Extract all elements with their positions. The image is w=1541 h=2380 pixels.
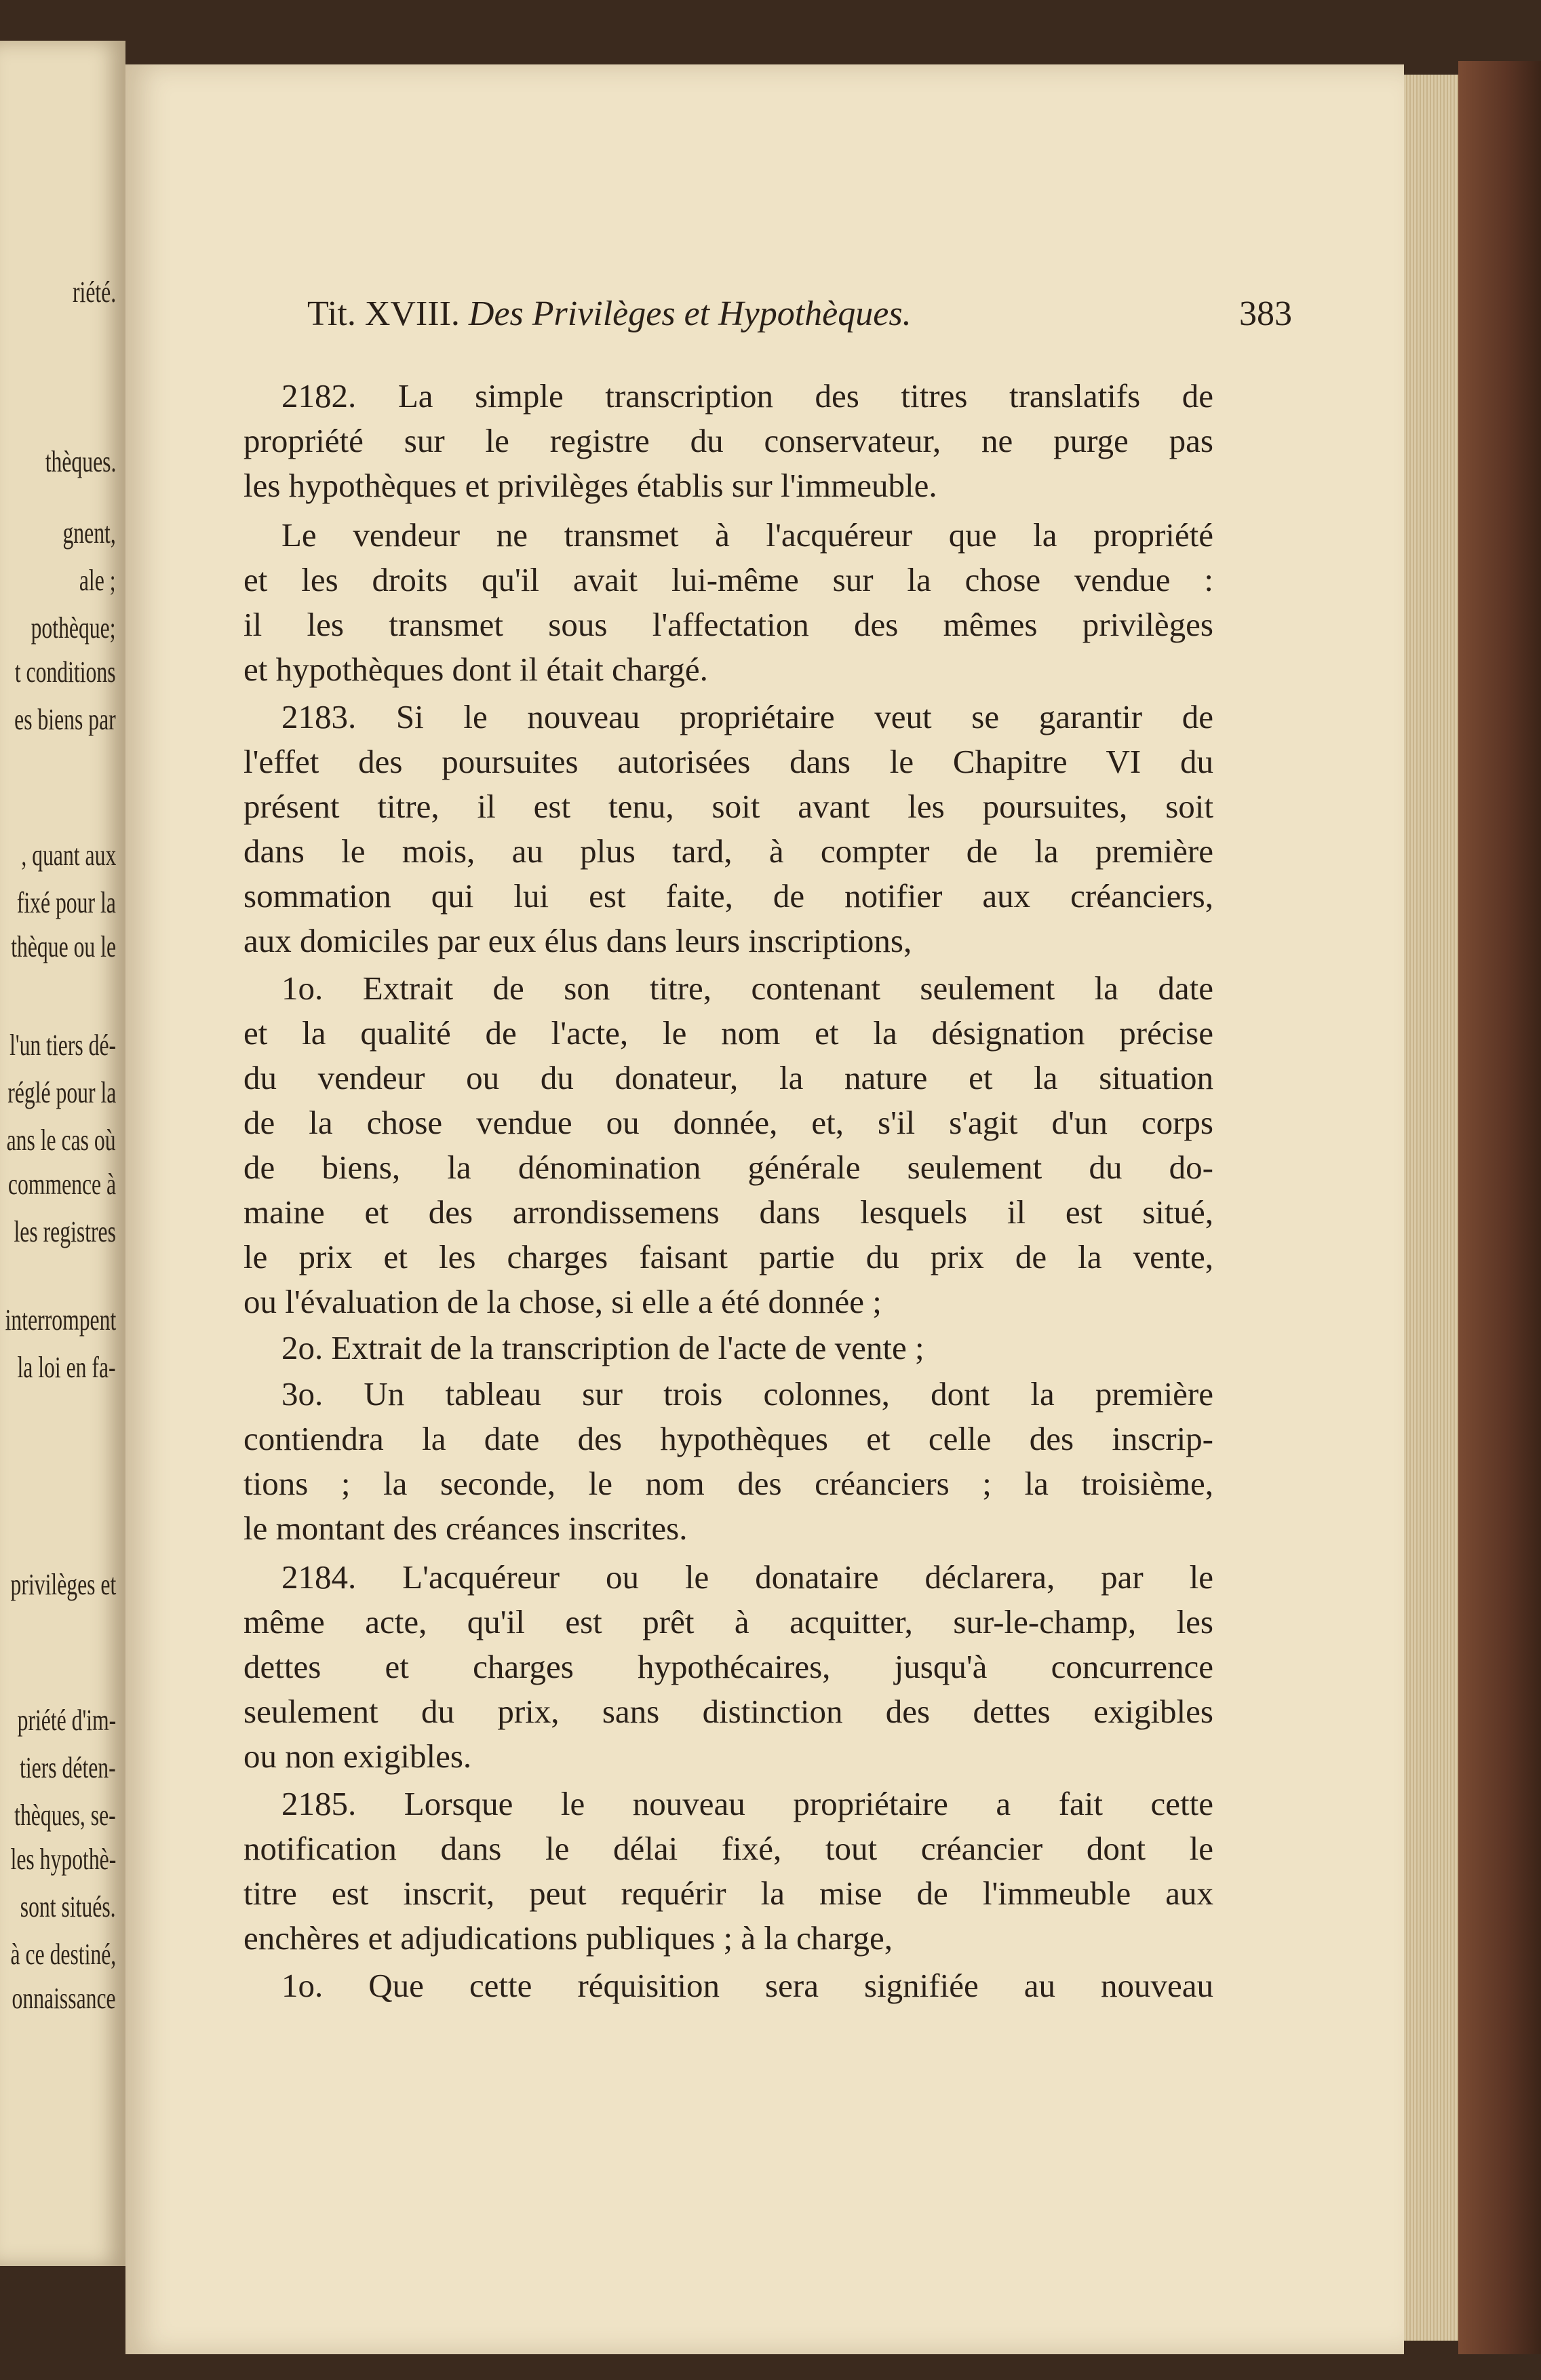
left-margin-text: sont situés.	[20, 1890, 116, 1923]
text-line: du vendeur ou du donateur, la nature et la situation	[243, 1059, 1213, 1096]
text-line: 1o. Que cette réquisition sera signifiée au nouveau	[281, 1967, 1213, 2004]
text-line: contiendra la date des hypothèques et celle des inscrip-	[243, 1420, 1213, 1457]
text-line: propriété sur le registre du conservateur, ne purge pas	[243, 422, 1213, 459]
text-line: il les transmet sous l'affectation des mêmes privilèges	[243, 606, 1213, 643]
left-margin-text: à ce destiné,	[10, 1938, 116, 1971]
text-line: le prix et les charges faisant partie du prix de la vente,	[243, 1238, 1213, 1275]
left-margin-text: ans le cas où	[7, 1124, 116, 1157]
text-line: le montant des créances inscrites.	[243, 1510, 688, 1547]
page-edges	[1404, 75, 1458, 2341]
text-line: aux domiciles par eux élus dans leurs inscriptions,	[243, 922, 912, 959]
text-line: dettes et charges hypothécaires, jusqu'à concurrence	[243, 1648, 1213, 1685]
text-line: de biens, la dénomination générale seulement du do-	[243, 1149, 1213, 1186]
text-line: présent titre, il est tenu, soit avant les poursuites, soit	[243, 788, 1213, 825]
left-margin-text: t conditions	[15, 655, 116, 689]
text-line: tions ; la seconde, le nom des créanciers ; la troisième,	[243, 1465, 1213, 1502]
left-margin-text: , quant aux	[21, 839, 116, 872]
left-margin-text: pothèque;	[31, 611, 116, 645]
left-margin-text: commence à	[7, 1168, 116, 1201]
text-line: et la qualité de l'acte, le nom et la désignation précise	[243, 1014, 1213, 1052]
left-margin-text: les hypothè-	[10, 1843, 116, 1876]
left-margin-text: privilèges et	[10, 1568, 116, 1601]
left-margin-text: priété d'im-	[17, 1704, 116, 1737]
left-margin-text: thèques.	[45, 445, 116, 478]
text-line: même acte, qu'il est prêt à acquitter, sur-le-champ, les	[243, 1603, 1213, 1640]
left-page	[0, 41, 125, 2266]
text-line: sommation qui lui est faite, de notifier aux créanciers,	[243, 877, 1213, 915]
header-title-prefix: Tit. XVIII.	[307, 294, 460, 333]
running-header	[307, 294, 1292, 348]
text-line: les hypothèques et privilèges établis sur l'immeuble.	[243, 467, 937, 504]
text-line: 1o. Extrait de son titre, contenant seulement la date	[281, 970, 1213, 1007]
header-title-italic: Des Privilèges et Hypothèques.	[468, 294, 912, 333]
left-margin-text: fixé pour la	[16, 886, 116, 919]
right-page	[125, 64, 1404, 2354]
text-line: enchères et adjudications publiques ; à la charge,	[243, 1919, 893, 1957]
book-cover	[1458, 61, 1541, 2354]
text-line: ou l'évaluation de la chose, si elle a été donnée ;	[243, 1283, 882, 1320]
left-margin-text: la loi en fa-	[17, 1351, 116, 1384]
left-margin-text: les registres	[14, 1215, 116, 1248]
text-line: 2182. La simple transcription des titres translatifs de	[281, 377, 1213, 415]
text-line: titre est inscrit, peut requérir la mise de l'immeuble aux	[243, 1875, 1213, 1912]
text-line: Le vendeur ne transmet à l'acquéreur que la propriété	[281, 516, 1213, 554]
header-title	[307, 294, 912, 334]
text-line: 2o. Extrait de la transcription de l'acte de vente ;	[281, 1329, 924, 1366]
left-margin-text: ale ;	[79, 564, 116, 597]
left-margin-text: gnent,	[62, 516, 116, 550]
left-margin-text: es biens par	[14, 703, 116, 736]
text-line: l'effet des poursuites autorisées dans le Chapitre VI du	[243, 743, 1213, 780]
text-line: 2184. L'acquéreur ou le donataire déclarera, par le	[281, 1558, 1213, 1596]
text-line: maine et des arrondissemens dans lesquels il est situé,	[243, 1193, 1213, 1231]
text-line: dans le mois, au plus tard, à compter de la première	[243, 832, 1213, 870]
left-margin-text: interrompent	[5, 1303, 116, 1337]
page-number: 383	[1239, 294, 1292, 333]
text-line: 2183. Si le nouveau propriétaire veut se garantir de	[281, 698, 1213, 735]
text-line: notification dans le délai fixé, tout créancier dont le	[243, 1830, 1213, 1867]
left-margin-text: l'un tiers dé-	[9, 1029, 116, 1062]
left-margin-text: tiers déten-	[20, 1751, 116, 1784]
text-line: 3o. Un tableau sur trois colonnes, dont la première	[281, 1375, 1213, 1413]
left-margin-text: réglé pour la	[7, 1076, 116, 1109]
left-margin-text: onnaissance	[12, 1982, 116, 2015]
left-margin-text: thèque ou le	[11, 930, 116, 963]
text-line: seulement du prix, sans distinction des dettes exigibles	[243, 1693, 1213, 1730]
left-margin-text: riété.	[72, 275, 116, 309]
text-line: de la chose vendue ou donnée, et, s'il s'agit d'un corps	[243, 1104, 1213, 1141]
text-line: 2185. Lorsque le nouveau propriétaire a fait cette	[281, 1785, 1213, 1822]
text-line: ou non exigibles.	[243, 1738, 472, 1775]
text-line: et hypothèques dont il était chargé.	[243, 651, 708, 688]
left-margin-text: thèques, se-	[14, 1799, 116, 1832]
text-line: et les droits qu'il avait lui-même sur la chose vendue :	[243, 561, 1213, 598]
